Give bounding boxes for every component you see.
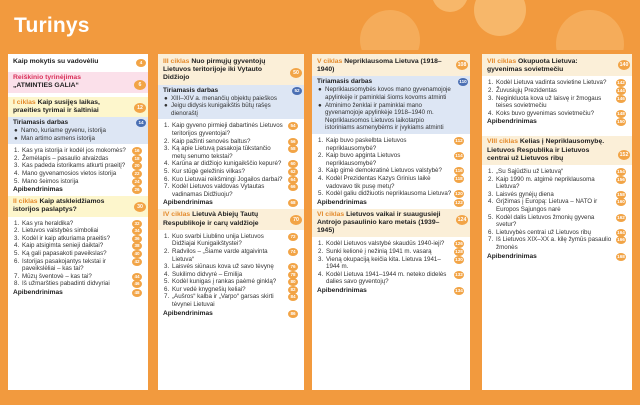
cycle-7-header[interactable] [482, 54, 632, 76]
lesson-item[interactable]: 6. Lietuvybės centrai už Lietuvos ribų 164 [488, 228, 625, 236]
cycle-title: Nepriklausoma Lietuva (1918–1940) [317, 58, 442, 74]
lesson-item[interactable]: 2. Kaip buvo apginta Lietuvos nepriklausomybė? 114 [318, 152, 463, 167]
research-block[interactable] [312, 76, 470, 134]
lesson-item[interactable]: 7. Iš Lietuvos XIX–XX a. kilę žymūs pasaulio žmonės 166 [488, 236, 625, 251]
column-3 [312, 54, 470, 390]
lesson-item[interactable]: 3. Vieną okupaciją keičia kita. Lietuva 1941–1944 m. 130 [318, 255, 463, 271]
lesson-item[interactable]: 4. Kodėl Lietuva 1941–1944 m. neteko didelės dalies savo gyventojų? 132 [318, 270, 463, 286]
cycle-3-header[interactable] [158, 54, 304, 85]
cycle-number: IV ciklas [163, 211, 191, 219]
summary-link[interactable]: Apibendrinimas 48 [13, 288, 144, 297]
cycle-4-list [158, 230, 304, 320]
lesson-item[interactable]: 5. Kodėl galiu didžiuotis nepriklausoma Lietuva? 120 [318, 190, 463, 198]
summary-link[interactable]: Apibendrinimas 122 [317, 198, 463, 206]
cycle-title: Lietuvà Abiejų Tautų Respublikoje ir carų valdžioje [163, 211, 259, 227]
lesson-item[interactable]: 5. Kodėl kunigas į rankas paėmė ginklą? 80 [163, 278, 300, 286]
cycle-number: VIII ciklas [487, 138, 518, 146]
intro-entry[interactable] [8, 54, 148, 68]
page-badge: 30 [134, 202, 146, 212]
cycle-7-list [482, 76, 632, 128]
cycle-title: Kaip atskleidžiamos istorijos paslaptys? [13, 198, 105, 214]
lesson-item[interactable]: 4. Kaip atsigimta senieji daiktai? 38 [13, 242, 144, 250]
cycle-number: VII ciklas [487, 58, 517, 65]
lesson-item[interactable]: 1. „Su Sąjūdžiu už Lietuvą“ 154 [488, 167, 625, 175]
cycle-6-list [312, 237, 470, 297]
cycle-1-list [8, 144, 148, 196]
page-badge: 12 [134, 103, 146, 113]
decorative-circles-icon [330, 0, 640, 50]
research-item: ● Jeigu didysis kunigaikštis būtų rašęs dienoraštį [164, 102, 271, 117]
cycle-8-list [482, 165, 632, 263]
research-item: ● XIII–XIV a. menančių objektų paieškos [164, 94, 277, 102]
lesson-item[interactable]: 3. Kodėl ir kaip atkuriama praeitis? 36 [13, 235, 144, 243]
summary-link[interactable]: Apibendrinimas 134 [317, 286, 463, 294]
research-item: ● Nepriklausomybės kovos mano gyvenamojoje apylinkėje ir paminklai šioms kovoms atminti [318, 86, 451, 101]
lesson-item[interactable]: 2. Žuvusiųjų Prezidentas 144 [488, 87, 625, 94]
lesson-item[interactable]: 1. Kuo svarbi Liublino unija Lietuvos Didžiajai Kunigaikštystei? 72 [163, 233, 300, 248]
page-badge: 108 [457, 62, 467, 68]
bottom-strip [0, 393, 640, 405]
summary-link[interactable]: Apibendrinimas 86 [163, 309, 300, 318]
research-item: ● Man artimo asmens istorija [14, 134, 95, 142]
lesson-item[interactable]: 7. Kodėl Lietuvos valdovas Vytautas vadinamas Didžiuoju? 66 [163, 183, 300, 198]
cycle-6-header[interactable] [312, 209, 470, 238]
cycle-3-list [158, 119, 304, 209]
lesson-item[interactable]: 2. Žemėlapis – pasaulio atvaizdas 18 [13, 155, 144, 163]
lesson-item[interactable]: 2. Kaip 1990 m. atgimė nepriklausoma Lietuva? 156 [488, 175, 625, 191]
lesson-item[interactable]: 3. Ką apie Lietuvą pasakoja tūkstančio metų senumo tekstai? 58 [163, 145, 300, 160]
column-4 [482, 54, 632, 390]
page-badge: 52 [292, 87, 302, 95]
cycle-title: Kelias į Nepriklausomybę. Lietuvos Respublika ir Lietuvos centrai už Lietuvos ribų [487, 138, 605, 162]
column-1 [8, 54, 148, 390]
lesson-item[interactable]: 3. Neginkluota kova už laisvę ir žmogaus teises sovietmečiu 146 [488, 94, 625, 110]
project-title: „ATMINTIES GALIA“ [13, 82, 79, 90]
lesson-item[interactable]: 2. Radvilos – „Šiame varde atgaivinta Lietuva“ 74 [163, 248, 300, 263]
research-block[interactable] [158, 85, 304, 120]
column-2 [158, 54, 304, 390]
summary-link[interactable]: Apibendrinimas 150 [487, 118, 625, 126]
cycle-2-list [8, 217, 148, 299]
page-badge: 110 [459, 79, 467, 85]
cycle-title: Okupuota Lietuva: gyvenimas sovietmečiu [487, 58, 578, 74]
project-entry[interactable] [8, 72, 148, 92]
cycle-5-header[interactable] [312, 54, 470, 76]
lesson-item[interactable]: 4. Grįžimas į Europą: Lietuva – NATO ir Europos Sąjungos narė 160 [488, 198, 625, 213]
cycle-number: II ciklas [13, 198, 38, 206]
lesson-item[interactable]: 2. Lietuvos valstybės simboliai 34 [13, 227, 144, 235]
lesson-item[interactable]: 1. Kodėl Lietuva vadinta sovietine Lietuva? 142 [488, 79, 625, 87]
lesson-item[interactable]: 7. Mūzų šventovė – kas tai? 44 [13, 273, 144, 281]
research-label: Tiriamasis darbas [163, 86, 219, 94]
header [0, 0, 640, 50]
lesson-item[interactable]: 8. Iš užmaršties pabadinti didvyriai 46 [13, 280, 144, 288]
page-badge: 4 [136, 59, 146, 67]
lesson-item[interactable]: 6. Kur vedė knygnešių keliai? 82 [163, 286, 300, 294]
cycle-2-header[interactable] [8, 196, 148, 216]
research-block[interactable] [8, 117, 148, 144]
page-badge: 124 [457, 216, 467, 223]
page-badge: 140 [619, 62, 629, 68]
cycle-5-list [312, 134, 470, 209]
lesson-item[interactable]: 4. Karūna ar didžiojo kunigaikščio kepurė? 60 [163, 160, 300, 168]
cycle-8-header[interactable] [482, 136, 632, 165]
lesson-item[interactable]: 1. Kas yra heraldika? 32 [13, 220, 144, 228]
research-item: ● Namo, kuriame gyvenu, istorija [14, 127, 106, 135]
lesson-item[interactable]: 1. Kaip gyveno pirmieji dabartinės Lietuvos teritorijos gyventojai? 54 [163, 122, 300, 137]
cycle-4-header[interactable] [158, 209, 304, 229]
cycle-number: I ciklas [13, 98, 36, 106]
cycle-number: III ciklas [163, 58, 190, 65]
summary-link[interactable]: Apibendrinimas 26 [13, 185, 144, 194]
lesson-item[interactable]: 6. Istorijas pasakojantys tekstai ir paveikslėliai – kas tai? 42 [13, 258, 144, 273]
summary-link[interactable]: Apibendrinimas 68 [163, 198, 300, 207]
summary-link[interactable]: Apibendrinimas 168 [487, 252, 625, 260]
page-badge: 6 [134, 80, 146, 90]
lesson-item[interactable]: 7. „Aušros“ kalba ir „Varpo“ garsas skirti tėvynei Lietuvai 84 [163, 293, 300, 308]
cycle-1-header[interactable] [8, 97, 148, 117]
cycle-title: Nuo pirmųjų gyventojų Lietuvos teritorijoje iki Vytauto Didžiojo [163, 58, 266, 82]
lesson-item[interactable]: 3. Kaip gimė demokratinė Lietuvos valstybė? 116 [318, 167, 463, 175]
page-title: Turinys [14, 14, 90, 37]
lesson-item[interactable]: 3. Laisvės siūnaus kova už savo tėvynę 76 [163, 263, 300, 271]
lesson-item[interactable]: 5. Ką gali papasakoti paveikslas? 40 [13, 250, 144, 258]
lesson-item[interactable]: 4. Koks buvo gyvenimas sovietmečiu? 148 [488, 109, 625, 117]
lesson-item[interactable]: 3. Laisvės gynėjų diena 158 [488, 190, 625, 198]
lesson-item[interactable]: 5. Kodėl dalis Lietuvos žmonių gyvena svetur? 162 [488, 213, 625, 229]
cycle-number: VI ciklas [317, 210, 345, 218]
lesson-item[interactable]: 1. Kaip buvo paskelbta Lietuvos nepriklausomybė? 112 [318, 136, 463, 152]
lesson-item[interactable]: 2. Kaip pažinti senovės baltus? 56 [163, 138, 300, 146]
research-item: ● Atminimo ženklai ir paminklai mano gyvenamojoje apylinkėje 1918–1940 m. Nepriklausomos Lietuvos laikotarpio istoriniams asmenybėms ir įvykiams atminti [318, 101, 444, 132]
research-label: Tiriamasis darbas [317, 78, 373, 86]
lesson-item[interactable]: 2. Sunki kelionė į nežinią 1941 m. vasarą 128 [318, 247, 463, 255]
lesson-item[interactable]: 4. Kodėl Prezidentas Kazys Grinius laikė vadovavo tik pusę metų? 118 [318, 174, 463, 190]
cycle-number: V ciklas [317, 58, 343, 65]
lesson-item[interactable]: 4. Mano gyvenamosios vietos istorija 22 [13, 170, 144, 178]
lesson-item[interactable]: 5. Mano šeimos istorija 24 [13, 178, 144, 186]
cycle-title: Lietuvos vaikai ir suaugusieji Antrojo pasaulinio karo metais (1939–1945) [317, 210, 441, 235]
lesson-item[interactable]: 1. Kas yra istorija ir kodėl jos mokomės? 16 [13, 147, 144, 155]
project-label: Reiškinio tyrinėjimas [13, 74, 81, 82]
page-badge: 14 [136, 119, 146, 127]
page-badge: 50 [290, 68, 302, 78]
page-badge: 70 [290, 215, 302, 225]
lesson-item[interactable]: 5. Kur stūgė geležinis vilkas? 62 [163, 168, 300, 176]
cycle-title: Kaip susijęs laikas, praeities tyrimai ir šaltiniai [13, 98, 100, 114]
intro-label: Kaip mokytis su vadovėliu [13, 58, 99, 65]
page-badge: 152 [619, 152, 629, 159]
lesson-item[interactable]: 6. Kuo Lietuvai reikšmingi Jogailos darbai? 64 [163, 176, 300, 184]
lesson-item[interactable]: 4. Sukilimo didvyrė – Emilija 78 [163, 271, 300, 279]
lesson-item[interactable]: 1. Kodėl Lietuvos valstybė skaudūs 1940-ieji? 126 [318, 240, 463, 248]
research-label: Tiriamasis darbas [13, 119, 69, 127]
lesson-item[interactable]: 3. Kas padeda istorikams atkurti praeitį? 20 [13, 162, 144, 170]
